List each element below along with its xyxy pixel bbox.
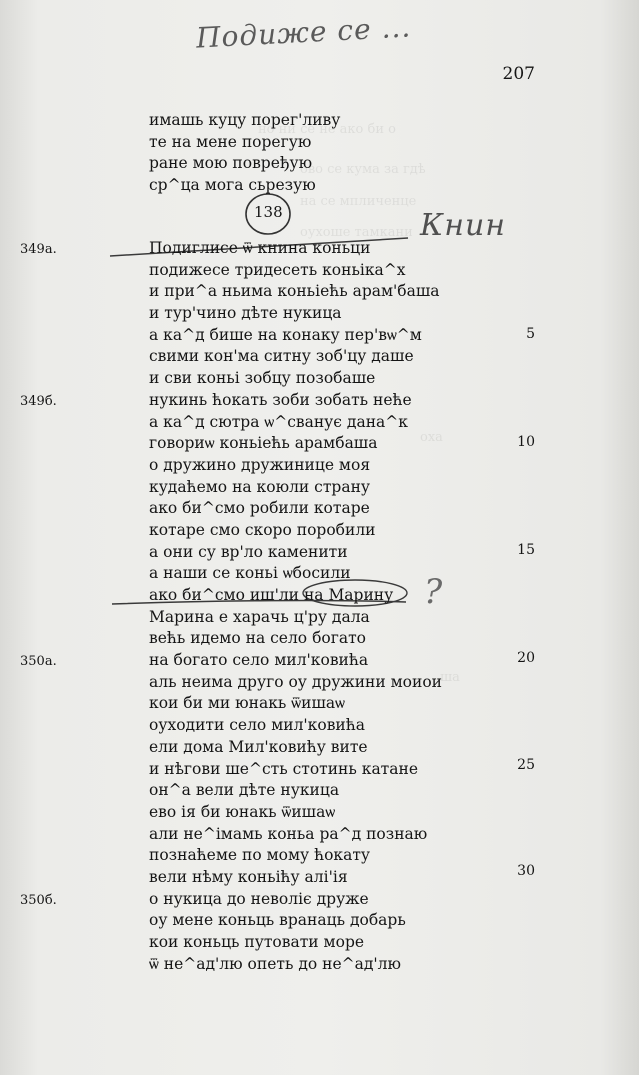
page-number: 207 — [502, 64, 535, 84]
side-reference: 350a. — [20, 654, 57, 669]
verse-line: и тур'чино дѣте нукица — [149, 304, 342, 323]
verse-line: на богато село мил'ковића — [149, 651, 369, 670]
verse-line: оу мене коньць вранаць добарь — [149, 911, 406, 930]
verse-line: а они су вр'ло каменити — [149, 542, 348, 561]
verse-line: Подиглисе ѿ книна коньци — [149, 239, 371, 257]
verse-line: а ка^д бише на конаку пер'вѡ^м — [149, 325, 422, 344]
verse-line: а ка^д сютра ѡ^сванує дана^к — [149, 412, 408, 431]
verse-line: аль неима друго оу дружини моиои — [149, 672, 443, 691]
verse-line: кудаћемо на коюли страну — [149, 477, 371, 496]
verse-line: вели нѣму коньіћу алі'ія — [149, 867, 348, 886]
stanza-1 — [149, 110, 469, 197]
verse-line: говориѡ коньіећь арамбаша — [149, 434, 378, 453]
bleed-through-text: ово се кума за гдѣ — [300, 162, 426, 177]
verse-line: ране мою повређую — [149, 154, 313, 173]
verse-line: ср^ца мога сьрезую — [149, 176, 316, 195]
handwritten-note-top: Подиже се ... — [195, 10, 412, 55]
verse-line: ако би^смо робили котаре — [149, 499, 370, 518]
verse-line: о дружино дружинице моя — [149, 455, 371, 474]
handwritten-margin-note: Книн — [420, 208, 507, 243]
verse-line: познаћеме по мому ћокату — [149, 846, 371, 865]
verse-line: кои коньць путовати море — [149, 933, 365, 951]
verse-line: свими кон'ма ситну зоб'цу даше — [149, 347, 414, 366]
verse-line: ѿ не^ад'лю опеть до не^ад'лю — [149, 954, 402, 973]
verse-line: подижесе тридесеть коньіка^х — [149, 260, 406, 279]
verse-line: ако би^смо иш'ли на Марину — [149, 586, 394, 604]
verse-line: и при^а ньима коньіећь арам'баша — [149, 282, 440, 301]
side-reference: 349a. — [20, 242, 57, 257]
bleed-through-text: но ни се не ако би о — [258, 122, 396, 137]
line-number: 5 — [526, 326, 535, 342]
verse-line: ево ія би юнакь ѿишаѡ — [149, 802, 336, 821]
side-reference: 349б. — [20, 394, 57, 409]
bleed-through-text: ша — [440, 670, 460, 685]
stanza-2 — [149, 238, 469, 975]
verse-line: имашь куцу порег'ливу — [149, 111, 341, 129]
side-reference: 350б. — [20, 893, 57, 908]
verse-line: већь идемо на село богато — [149, 629, 366, 648]
song-number: 138 — [254, 203, 283, 221]
bleed-through-text: на се мпличенце — [300, 194, 417, 209]
verse-line: оуходити село мил'ковића — [149, 716, 365, 735]
bleed-through-text: оха — [420, 430, 443, 445]
verse-line: али не^імамь коньа ра^д познаю — [149, 824, 428, 843]
line-number: 15 — [517, 542, 535, 558]
line-number: 10 — [517, 434, 535, 450]
verse-line: он^а вели дѣте нукица — [149, 781, 340, 800]
verse-line: а наши се коньі ѡбосили — [149, 564, 351, 583]
verse-line: кои би ми юнакь ѿишаѡ — [149, 694, 345, 713]
line-number: 30 — [517, 863, 535, 879]
line-number: 20 — [517, 650, 535, 666]
bleed-through-text: оухоше тамкани — [300, 225, 413, 240]
handwritten-question-mark: ? — [424, 572, 444, 612]
verse-line: и сви коньі зобцу позобаше — [149, 369, 376, 388]
verse-line: и нѣгови ше^сть стотинь катане — [149, 759, 419, 778]
verse-line: ели дома Мил'ковићу вите — [149, 737, 368, 756]
line-number: 25 — [517, 757, 535, 773]
verse-line: о нукица до неволіє друже — [149, 889, 369, 908]
verse-line: котаре смо скоро поробили — [149, 520, 376, 539]
verse-line: нукинь ћокать зоби зобать неће — [149, 390, 412, 409]
verse-line: те на мене порегую — [149, 132, 312, 151]
verse-line: Марина е харачь ц'ру дала — [149, 607, 370, 626]
